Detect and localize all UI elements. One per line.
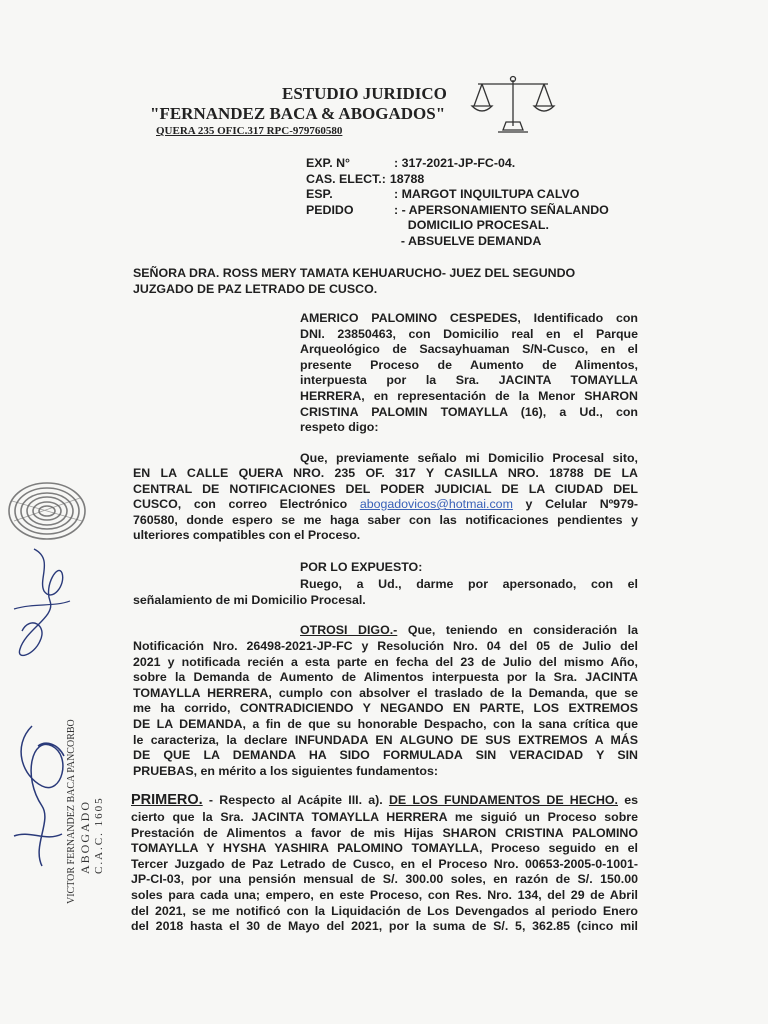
por-lo-expuesto-line1: Ruego, a Ud., darme por apersonado, con el xyxy=(300,577,638,591)
por-lo-expuesto-heading: POR LO EXPUESTO: xyxy=(300,560,423,574)
otrosi-heading: OTROSI DIGO.- xyxy=(300,623,398,637)
domicile-paragraph: EN LA CALLE QUERA NRO. 235 OF. 317 Y CASILLA NRO. 18788 DE LA CENTRAL DE NOTIFICACIONES DEL PODER JUDICIAL DE LA CIUDAD DEL CUSCO, con correo Electrónico abogadovicos@hotmai.com y Celular Nº979- 760580, donde espero se me haga saber con las notificaciones pendientes y ulteriores compatibles con el Proceso. xyxy=(133,466,638,543)
fingerprint-icon xyxy=(4,476,90,546)
domicile-first-line: Que, previamente señalo mi Domicilio Procesal sito, xyxy=(300,451,638,465)
signature-icon xyxy=(4,545,76,665)
scales-of-justice-icon xyxy=(470,74,556,136)
case-info-row: EXP. N° : 317-2021-JP-FC-04. xyxy=(306,156,516,170)
case-info-row: DOMICILIO PROCESAL. xyxy=(394,218,549,233)
fundamentos-heading: DE LOS FUNDAMENTOS DE HECHO. xyxy=(388,793,618,807)
case-info-block xyxy=(306,156,636,250)
stamp-title: ABOGADO xyxy=(78,800,92,874)
otrosi-first-line: OTROSI DIGO.- Que, teniendo en consideración la xyxy=(300,623,638,637)
case-info-row: - ABSUELVE DEMANDA xyxy=(394,233,542,248)
stamp-name: VICTOR FERNANDEZ BACA PANCORBO xyxy=(66,719,77,904)
case-info-row: ESP. : MARGOT INQUILTUPA CALVO xyxy=(306,187,580,202)
otrosi-paragraph: Notificación Nro. 26498-2021-JP-FC y Resolución Nro. 04 del 05 de Julio del 2021 y notificada recién a esta parte en fecha del 23 de Julio del mismo Año, sobre la Demanda de Aumento de Alimentos interpuesta por la Sra. JACINTA TOMAYLLA HERRERA, cumplo con absolver el traslado de la Demanda, que se me ha corrido, CONTRADICIENDO Y NEGANDO EN PARTE, LOS EXTREMOS DE LA DEMANDA, a fin de que su honorable Despacho, con la sana crítica que le caracteriza, la declare INFUNDADA EN ALGUNO DE SUS EXTREMOS A MÁS DE QUE LA DEMANDA HA SIDO FORMULADA SIN VERACIDAD Y SIN PRUEBAS, en mérito a los siguientes fundamentos: xyxy=(133,639,638,778)
intro-paragraph: AMERICO PALOMINO CESPEDES, Identificado con DNI. 23850463, con Domicilio real en el Parque Arqueológico de Sacsayhuaman S/N-Cusco, en el presente Proceso de Aumento de Alimentos, interpuesta por la Sra. JACINTA TOMAYLLA HERRERA, en representación de la Menor SHARON CRISTINA PALOMIN TOMAYLLA (16), a Ud., con respeto digo: xyxy=(300,311,638,435)
letterhead-firm-name: "FERNANDEZ BACA & ABOGADOS" xyxy=(150,104,446,123)
email-link[interactable]: abogadovicos@hotmai.com xyxy=(359,497,513,512)
por-lo-expuesto-line2: señalamiento de mi Domicilio Procesal. xyxy=(133,593,366,607)
case-info-row: CAS. ELECT.: 18788 xyxy=(306,171,425,186)
case-info-row: PEDIDO : - APERSONAMIENTO SEÑALANDO xyxy=(306,202,609,217)
lawyer-stamp xyxy=(66,714,106,904)
letterhead-title: ESTUDIO JURIDICO xyxy=(282,84,447,103)
stamp-registration: C.A.C. 1605 xyxy=(93,796,105,874)
letterhead-address: QUERA 235 OFIC.317 RPC-979760580 xyxy=(156,125,343,137)
addressee-block: SEÑORA DRA. ROSS MERY TAMATA KEHUARUCHO- JUEZ DEL SEGUNDO JUZGADO DE PAZ LETRADO DE CUSCO. xyxy=(133,266,576,296)
primero-heading: PRIMERO. xyxy=(131,792,203,808)
primero-paragraph: PRIMERO. - Respecto al Acápite III. a). DE LOS FUNDAMENTOS DE HECHO. es cierto que la Sra. JACINTA TOMAYLLA HERRERA me siguió un Proceso sobre Prestación de Alimentos a favor de mis Hijas SHARON CRISTINA PALOMINO TOMAYLLA Y HYSHA YASHIRA PALOMINO TOMAYLLA, Proceso seguido en el Tercer Juzgado de Paz Letrado de Cusco, en el Proceso Nro. 00653-2005-0-1001- JP-CI-03, por una pensión mensual de S/. 300.00 soles, en razón de S/. 150.00 soles para cada una; empero, en este Proceso, con Res. Nro. 134, del 29 de Abril del 2021, se me notificó con la Liquidación de Los Devengados al periodo Enero del 2018 hasta el 30 de Mayo del 2021, por la suma de S/. 5, 362.85 (cinco mil xyxy=(131,792,638,934)
